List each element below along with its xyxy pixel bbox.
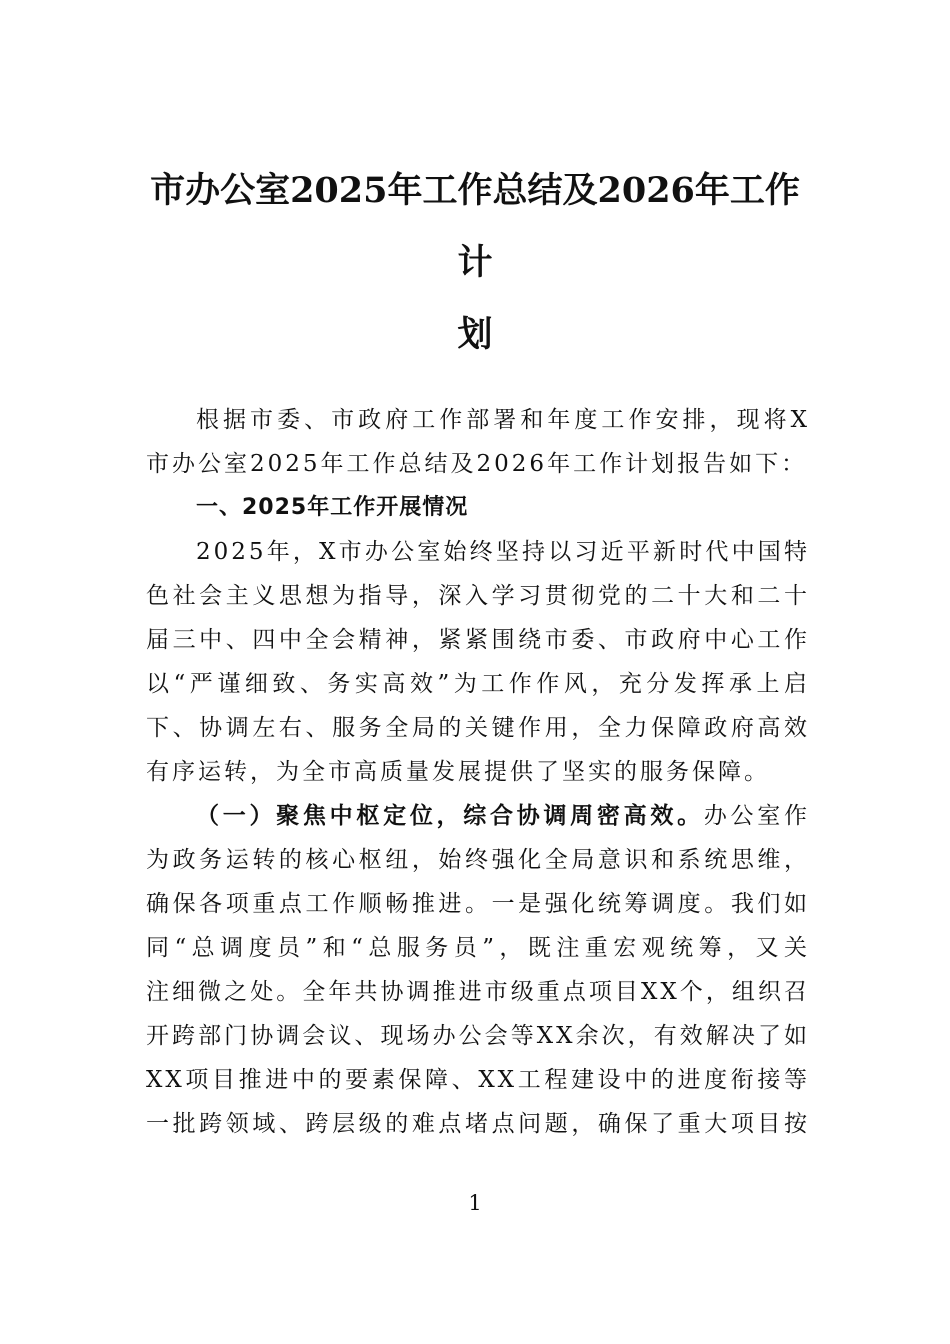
paragraph-line: 为政务运转的核心枢纽，始终强化全局意识和系统思维， xyxy=(146,847,810,873)
document-title xyxy=(140,155,810,371)
document-body xyxy=(146,398,810,1146)
intro-line: 根据市委、市政府工作部署和年度工作安排，现将X xyxy=(196,407,810,433)
page-number: 1 xyxy=(468,1191,482,1215)
paragraph-line: 有序运转，为全市高质量发展提供了坚实的服务保障。 xyxy=(146,759,770,785)
subsection-text: 办公室作 xyxy=(703,803,811,829)
intro-line: 市办公室2025年工作总结及2026年工作计划报告如下： xyxy=(146,451,808,477)
paragraph-line: 开跨部门协调会议、现场办公会等XX余次，有效解决了如 xyxy=(146,1023,810,1049)
subsection-heading: （一）聚焦中枢定位，综合协调周密高效。 xyxy=(196,802,704,829)
section-heading: 一、2025年工作开展情况 xyxy=(196,495,469,520)
paragraph-line: 同“总调度员”和“总服务员”，既注重宏观统筹，又关 xyxy=(146,935,810,961)
paragraph-line: 下、协调左右、服务全局的关键作用，全力保障政府高效 xyxy=(146,715,810,741)
paragraph-line: 色社会主义思想为指导，深入学习贯彻党的二十大和二十 xyxy=(146,583,810,609)
paragraph-line: 届三中、四中全会精神，紧紧围绕市委、市政府中心工作 xyxy=(146,627,810,653)
paragraph-line: XX项目推进中的要素保障、XX工程建设中的进度衔接等 xyxy=(146,1067,810,1093)
paragraph-line: 确保各项重点工作顺畅推进。一是强化统筹调度。我们如 xyxy=(146,891,810,917)
paragraph-line: 一批跨领域、跨层级的难点堵点问题，确保了重大项目按 xyxy=(146,1111,810,1137)
paragraph-line: 注细微之处。全年共协调推进市级重点项目XX个，组织召 xyxy=(146,979,810,1005)
paragraph-line: 以“严谨细致、务实高效”为工作作风，充分发挥承上启 xyxy=(146,671,810,697)
title-line-1: 市办公室2025年工作总结及2026年工作计 xyxy=(150,170,800,283)
subsection-line xyxy=(146,794,810,838)
paragraph-line: 2025年，X市办公室始终坚持以习近平新时代中国特 xyxy=(196,539,810,565)
title-line-2: 划 xyxy=(457,314,493,355)
